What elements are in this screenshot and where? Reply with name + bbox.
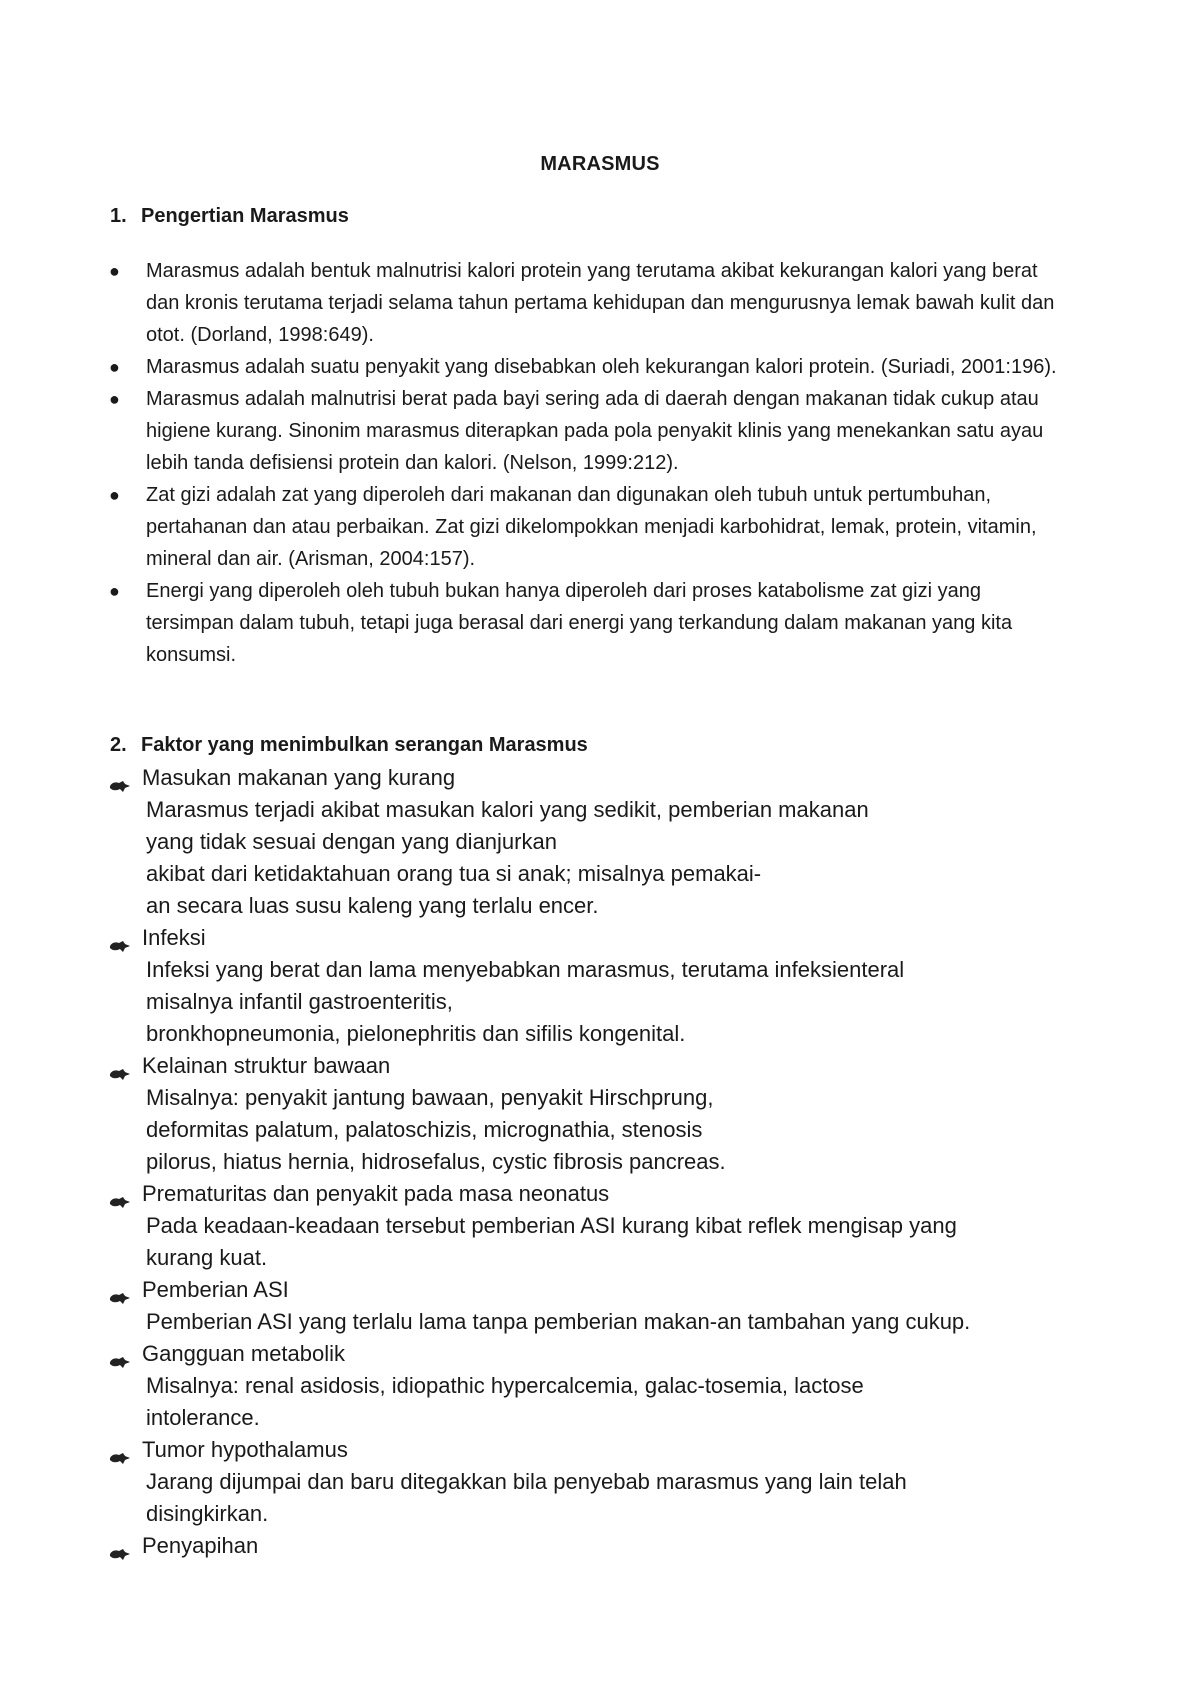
definition-item (0, 351, 1066, 383)
factor-item (0, 1274, 1200, 1338)
factor-title-text: Infeksi (142, 925, 206, 950)
factor-title-text: Penyapihan (142, 1533, 259, 1558)
section-heading-text: Faktor yang menimbulkan serangan Marasmus (141, 734, 588, 756)
factor-description-line: akibat dari ketidaktahuan orang tua si anak; misalnya pemakai- (146, 861, 762, 886)
bullet-dot-icon: ● (109, 261, 120, 281)
arrow-bullet-icon (109, 931, 131, 945)
factor-item (0, 762, 1200, 922)
factor-item (0, 1050, 1200, 1178)
factor-item (0, 1530, 1200, 1562)
factor-title (0, 1274, 1200, 1306)
definition-list (0, 255, 1200, 671)
factor-item (0, 1178, 1200, 1274)
factor-description-line: intolerance. (146, 1405, 260, 1430)
factor-title-text: Masukan makanan yang kurang (142, 765, 456, 790)
factor-title (0, 1530, 1200, 1562)
factor-title-text: Kelainan struktur bawaan (142, 1053, 391, 1078)
definition-text: Zat gizi adalah zat yang diperoleh dari makanan dan digunakan oleh tubuh untuk pertumbuhan, pertahanan dan atau perbaikan. Zat gizi dikelompokkan menjadi karbohidrat, lemak, protein, vitamin, mineral dan air. (Arisman, 2004:157). (146, 484, 1037, 570)
bullet-dot-icon: ● (109, 581, 120, 601)
section-number: 1. (110, 205, 127, 227)
arrow-bullet-icon (109, 771, 131, 785)
section-heading-pengertian (110, 205, 349, 228)
factor-title-text: Prematuritas dan penyakit pada masa neonatus (142, 1181, 610, 1206)
factor-description-line: an secara luas susu kaleng yang terlalu encer. (146, 893, 599, 918)
factor-title-text: Gangguan metabolik (142, 1341, 346, 1366)
factor-title (0, 762, 1200, 794)
section-number: 2. (110, 734, 127, 756)
bullet-dot-icon: ● (109, 389, 120, 409)
arrow-bullet-icon (109, 1539, 131, 1553)
factor-title (0, 1050, 1200, 1082)
factor-description-line: Jarang dijumpai dan baru ditegakkan bila penyebab marasmus yang lain telah (146, 1469, 907, 1494)
definition-item (0, 479, 1066, 575)
factor-description-line: disingkirkan. (146, 1501, 269, 1526)
factor-description-line: Misalnya: penyakit jantung bawaan, penyakit Hirschprung, (146, 1085, 714, 1110)
section-heading-faktor (110, 734, 588, 757)
definition-item (0, 575, 1066, 671)
definition-item (0, 255, 1066, 351)
factor-item (0, 1338, 1200, 1434)
definition-item (0, 383, 1066, 479)
factor-item (0, 1434, 1200, 1530)
arrow-bullet-icon (109, 1187, 131, 1201)
factor-description-line: Marasmus terjadi akibat masukan kalori yang sedikit, pemberian makanan (146, 797, 869, 822)
factor-description-line: Pemberian ASI yang terlalu lama tanpa pemberian makan-an tambahan yang cukup. (146, 1309, 971, 1334)
factor-title (0, 1434, 1200, 1466)
factor-description-line: Misalnya: renal asidosis, idiopathic hypercalcemia, galac-tosemia, lactose (146, 1373, 864, 1398)
arrow-bullet-icon (109, 1347, 131, 1361)
definition-text: Marasmus adalah malnutrisi berat pada bayi sering ada di daerah dengan makanan tidak cukup atau higiene kurang. Sinonim marasmus diterapkan pada pola penyakit klinis yang menekankan satu ayau lebih tanda defisiensi protein dan kalori. (Nelson, 1999:212). (146, 388, 1044, 474)
factor-description-line: bronkhopneumonia, pielonephritis dan sifilis kongenital. (146, 1021, 686, 1046)
factor-description-line: Infeksi yang berat dan lama menyebabkan marasmus, terutama infeksienteral (146, 957, 905, 982)
bullet-dot-icon: ● (109, 357, 120, 377)
section-heading-text: Pengertian Marasmus (141, 205, 349, 227)
factor-description-line: misalnya infantil gastroenteritis, (146, 989, 453, 1014)
arrow-bullet-icon (109, 1443, 131, 1457)
definition-text: Marasmus adalah suatu penyakit yang disebabkan oleh kekurangan kalori protein. (Suriadi, 2001:196). (146, 356, 1057, 378)
factor-title-text: Tumor hypothalamus (142, 1437, 348, 1462)
definition-text: Marasmus adalah bentuk malnutrisi kalori protein yang terutama akibat kekurangan kalori yang berat dan kronis terutama terjadi selama tahun pertama kehidupan dan mengurusnya lemak bawah kulit dan otot. (Dorland, 1998:649). (146, 260, 1055, 346)
factor-title (0, 1178, 1200, 1210)
factor-description-line: Pada keadaan-keadaan tersebut pemberian ASI kurang kibat reflek mengisap yang (146, 1213, 957, 1238)
factor-title-text: Pemberian ASI (142, 1277, 289, 1302)
factor-description-line: deformitas palatum, palatoschizis, micrognathia, stenosis (146, 1117, 703, 1142)
bullet-dot-icon: ● (109, 485, 120, 505)
factor-description-line: yang tidak sesuai dengan yang dianjurkan (146, 829, 557, 854)
definition-text: Energi yang diperoleh oleh tubuh bukan hanya diperoleh dari proses katabolisme zat gizi yang tersimpan dalam tubuh, tetapi juga berasal dari energi yang terkandung dalam makanan yang kita konsumsi. (146, 580, 1013, 666)
factor-description-line: pilorus, hiatus hernia, hidrosefalus, cystic fibrosis pancreas. (146, 1149, 726, 1174)
factor-item (0, 922, 1200, 1050)
arrow-bullet-icon (109, 1059, 131, 1073)
factor-list (0, 762, 1200, 1562)
factor-description-line: kurang kuat. (146, 1245, 268, 1270)
document-title: MARASMUS (540, 153, 660, 175)
factor-title (0, 1338, 1200, 1370)
factor-title (0, 922, 1200, 954)
arrow-bullet-icon (109, 1283, 131, 1297)
